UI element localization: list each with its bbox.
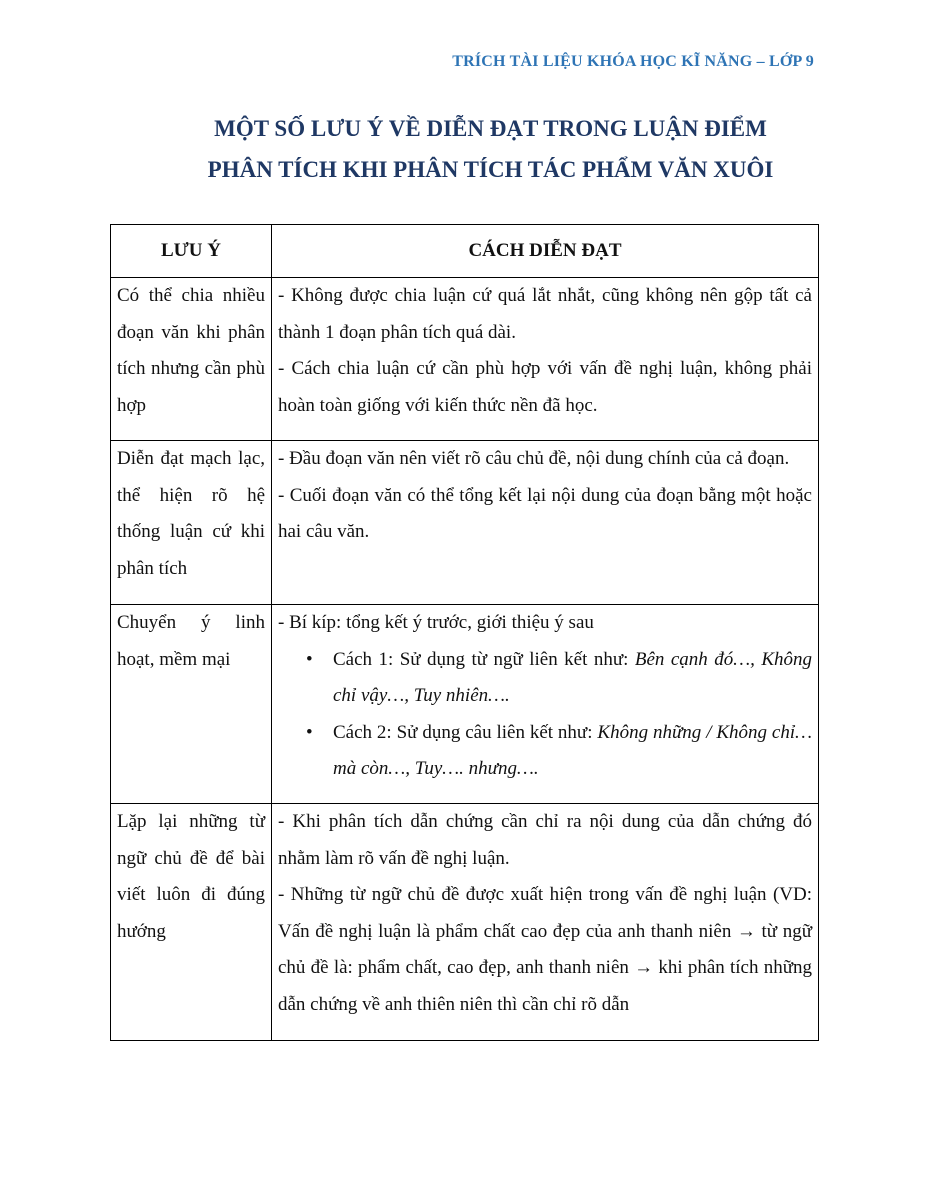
list-item-examples: Bên cạnh đó…, Không chỉ vậy…, Tuy nhiên…. — [333, 648, 812, 706]
list-item — [333, 642, 812, 715]
page-title — [0, 108, 927, 190]
note-cell: Lặp lại những từ ngữ chủ đề để bài viết luôn đi đúng hướng — [111, 804, 272, 1041]
list-item — [333, 715, 812, 788]
table-row — [111, 804, 819, 1041]
column-header-note: LƯU Ý — [111, 225, 272, 278]
note-cell: Diễn đạt mạch lạc, thể hiện rõ hệ thống luận cứ khi phân tích — [111, 441, 272, 605]
description-cell — [272, 278, 819, 441]
table-row — [111, 441, 819, 605]
description-line: - Những từ ngữ chủ đề được xuất hiện trong vấn đề nghị luận (VD: Vấn đề nghị luận là phẩm chất cao đẹp của anh thanh niên → từ ngữ chủ đề là: phẩm chất, cao đẹp, anh thanh niên → khi phân tích những dẫn chứng về anh thiên niên thì cần chỉ rõ dẫn — [278, 884, 812, 1015]
table-row — [111, 605, 819, 804]
column-header-expression: CÁCH DIỄN ĐẠT — [272, 225, 819, 278]
description-line: - Cách chia luận cứ cần phù hợp với vấn đề nghị luận, không phải hoàn toàn giống với kiến thức nền đã học. — [278, 358, 812, 416]
description-cell — [272, 605, 819, 804]
description-cell — [272, 804, 819, 1041]
note-cell: Chuyển ý linh hoạt, mềm mại — [111, 605, 272, 804]
list-item-text: Cách 2: Sử dụng câu liên kết như: — [333, 721, 598, 743]
description-line: - Bí kíp: tổng kết ý trước, giới thiệu ý sau — [278, 612, 594, 633]
list-item-text: Cách 1: Sử dụng từ ngữ liên kết như: — [333, 648, 635, 670]
list-item-examples: Không những / Không chỉ… mà còn…, Tuy…. nhưng…. — [333, 721, 813, 779]
description-line: - Cuối đoạn văn có thể tổng kết lại nội dung của đoạn bằng một hoặc hai câu văn. — [278, 484, 812, 542]
description-line: - Khi phân tích dẫn chứng cần chỉ ra nội dung của dẫn chứng đó nhằm làm rõ vấn đề nghị luận. — [278, 811, 812, 869]
notes-table — [110, 224, 819, 1041]
technique-list — [278, 642, 812, 788]
note-cell: Có thể chia nhiều đoạn văn khi phân tích nhưng cần phù hợp — [111, 278, 272, 441]
course-header: TRÍCH TÀI LIỆU KHÓA HỌC KĨ NĂNG – LỚP 9 — [452, 53, 814, 70]
table-row — [111, 278, 819, 441]
description-line: - Không được chia luận cứ quá lắt nhắt, cũng không nên gộp tất cả thành 1 đoạn phân tích quá dài. — [278, 285, 812, 343]
title-line-1: MỘT SỐ LƯU Ý VỀ DIỄN ĐẠT TRONG LUẬN ĐIỂM — [214, 116, 767, 141]
table-header-row — [111, 225, 819, 278]
title-line-2: PHÂN TÍCH KHI PHÂN TÍCH TÁC PHẨM VĂN XUÔI — [207, 157, 774, 182]
description-cell — [272, 441, 819, 605]
description-line: - Đầu đoạn văn nên viết rõ câu chủ đề, nội dung chính của cả đoạn. — [278, 448, 790, 469]
